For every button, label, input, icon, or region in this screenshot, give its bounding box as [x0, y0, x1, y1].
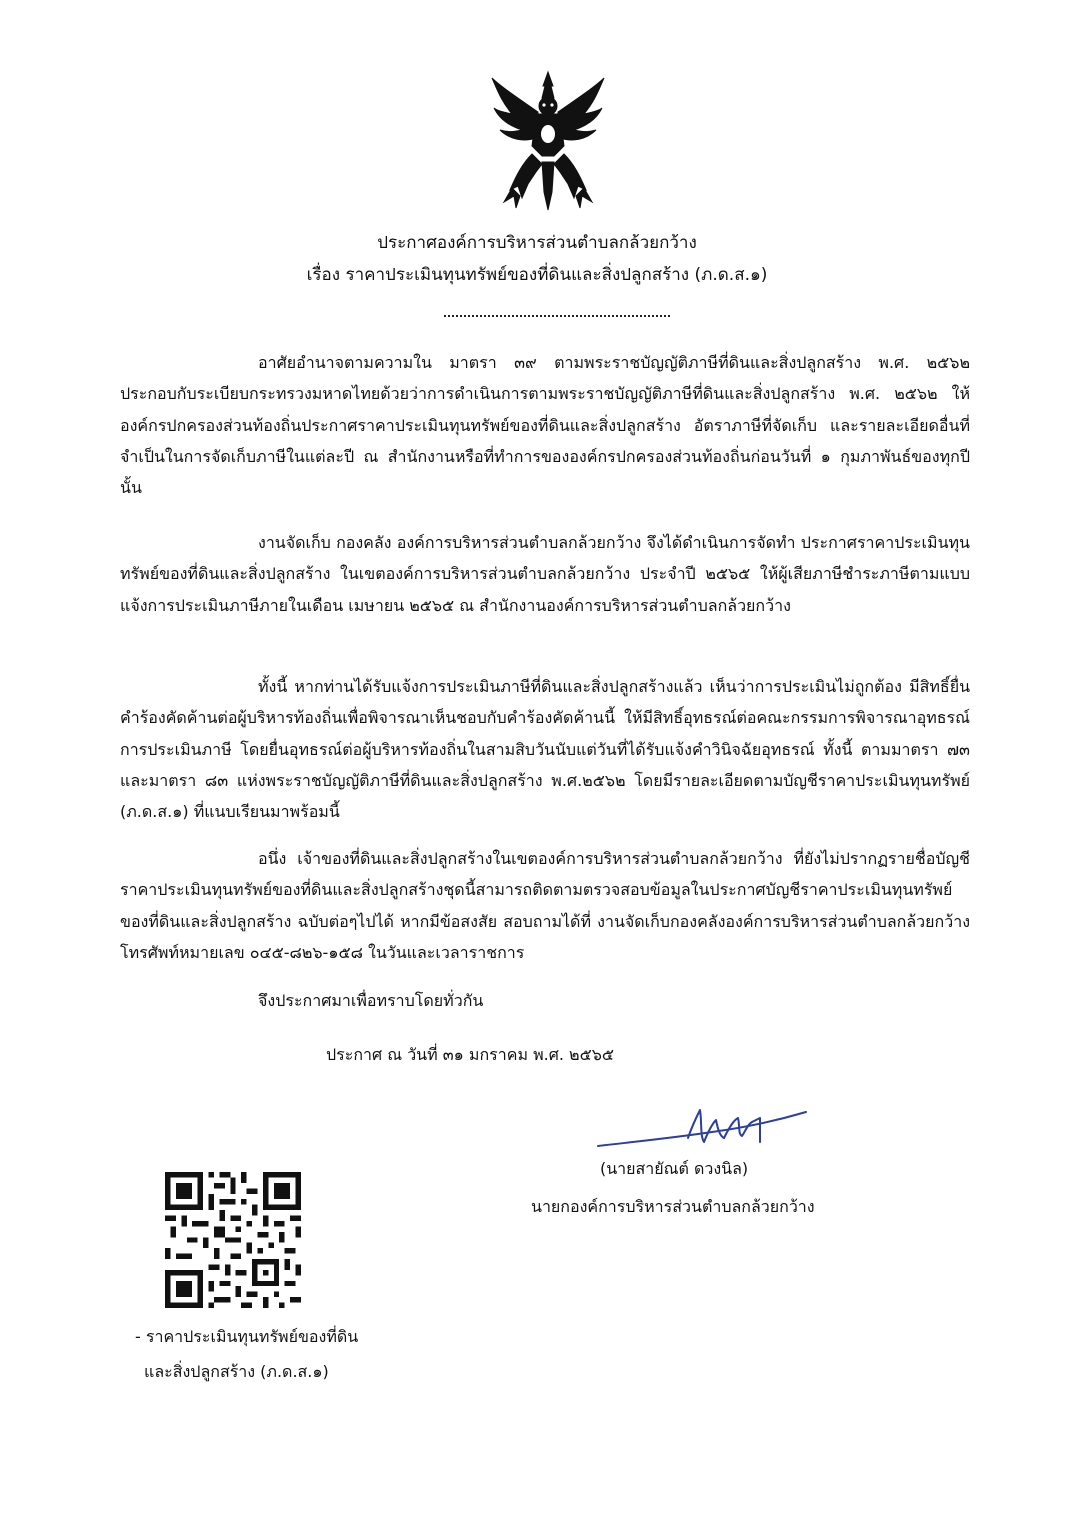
closing-statement: จึงประกาศมาเพื่อทราบโดยทั่วกัน [258, 991, 484, 1010]
title-divider [444, 315, 670, 317]
announcement-date: ประกาศ ณ วันที่ ๓๑ มกราคม พ.ศ. ๒๕๖๕ [326, 1045, 614, 1064]
handwritten-signature [592, 1102, 812, 1162]
body-paragraph-2: งานจัดเก็บ กองคลัง องค์การบริหารส่วนตำบลกล้วยกว้าง จึงได้ดำเนินการจัดทำ ประกาศราคาประเมินทุนทรัพย์ของที่ดินและสิ่งปลูกสร้าง ในเขตองค์การบริหารส่วนตำบลกล้วยกว้าง ประจำปี ๒๕๖๕ ให้ผู้เสียภาษีชำระภาษีตามแบบแจ้งการประเมินภาษีภายในเดือน เมษายน ๒๕๖๕ ณ สำนักงานองค์การบริหารส่วนตำบลกล้วยกว้าง [120, 533, 970, 615]
qr-code-icon[interactable] [165, 1170, 301, 1310]
attachment-line-1: - ราคาประเมินทุนทรัพย์ของที่ดิน [135, 1327, 359, 1346]
signatory-name: (นายสายัณต์ ดวงนิล) [600, 1159, 749, 1178]
signatory-position: นายกองค์การบริหารส่วนตำบลกล้วยกว้าง [531, 1197, 815, 1216]
body-paragraph-3: ทั้งนี้ หากท่านได้รับแจ้งการประเมินภาษีที่ดินและสิ่งปลูกสร้างแล้ว เห็นว่าการประเมินไม่ถูกต้อง มีสิทธิ์ยื่นคำร้องคัดค้านต่อผู้บริหารท้องถิ่นเพื่อพิจารณาเห็นชอบกับคำร้องคัดค้านนี้ ให้มีสิทธิ์อุทธรณ์ต่อคณะกรรมการพิจารณาอุทธรณ์การประเมินภาษี โดยยื่นอุทธรณ์ต่อผู้บริหารท้องถิ่นในสามสิบวันนับแต่วันที่ได้รับแจ้งคำวินิจฉัยอุทธรณ์ ทั้งนี้ ตามมาตรา ๗๓ และมาตรา ๘๓ แห่งพระราชบัญญัติภาษีที่ดินและสิ่งปลูกสร้าง พ.ศ.๒๕๖๒ โดยมีรายละเอียดตามบัญชีราคาประเมินทุนทรัพย์ (ภ.ด.ส.๑) ที่แนบเรียนมาพร้อมนี้ [120, 677, 970, 822]
garuda-emblem-icon [488, 68, 608, 218]
body-paragraph-4: อนึ่ง เจ้าของที่ดินและสิ่งปลูกสร้างในเขตองค์การบริหารส่วนตำบลกล้วยกว้าง ที่ยังไม่ปรากฏรายชื่อบัญชีราคาประเมินทุนทรัพย์ของที่ดินและสิ่งปลูกสร้างชุดนี้สามารถติดตามตรวจสอบข้อมูลในประกาศบัญชีราคาประเมินทุนทรัพย์ของที่ดินและสิ่งปลูกสร้าง ฉบับต่อๆไปได้ หากมีข้อสงสัย สอบถามได้ที่ งานจัดเก็บกองคลังองค์การบริหารส่วนตำบลกล้วยกว้าง โทรศัพท์หมายเลข ๐๔๕-๘๒๖-๑๕๘ ในวันและเวลาราชการ [120, 849, 970, 962]
announcement-subject: เรื่อง ราคาประเมินทุนทรัพย์ของที่ดินและสิ่งปลูกสร้าง (ภ.ด.ส.๑) [306, 265, 768, 285]
attachment-line-2: และสิ่งปลูกสร้าง (ภ.ด.ส.๑) [144, 1362, 329, 1381]
body-paragraph-1: อาศัยอำนาจตามความใน มาตรา ๓๙ ตามพระราชบัญญัติภาษีที่ดินและสิ่งปลูกสร้าง พ.ศ. ๒๕๖๒ ประกอบกับระเบียบกระทรวงมหาดไทยด้วยว่าการดำเนินการตามพระราชบัญญัติภาษีที่ดินและสิ่งปลูกสร้าง พ.ศ. ๒๕๖๒ ให้องค์กรปกครองส่วนท้องถิ่นประกาศราคาประเมินทุนทรัพย์ของที่ดินและสิ่งปลูกสร้าง อัตราภาษีที่จัดเก็บ และรายละเอียดอื่นที่จำเป็นในการจัดเก็บภาษีในแต่ละปี ณ สำนักงานหรือที่ทำการขององค์กรปกครองส่วนท้องถิ่นก่อนวันที่ ๑ กุมภาพันธ์ของทุกปี นั้น [120, 353, 970, 498]
announcement-title: ประกาศองค์การบริหารส่วนตำบลกล้วยกว้าง [377, 233, 697, 253]
